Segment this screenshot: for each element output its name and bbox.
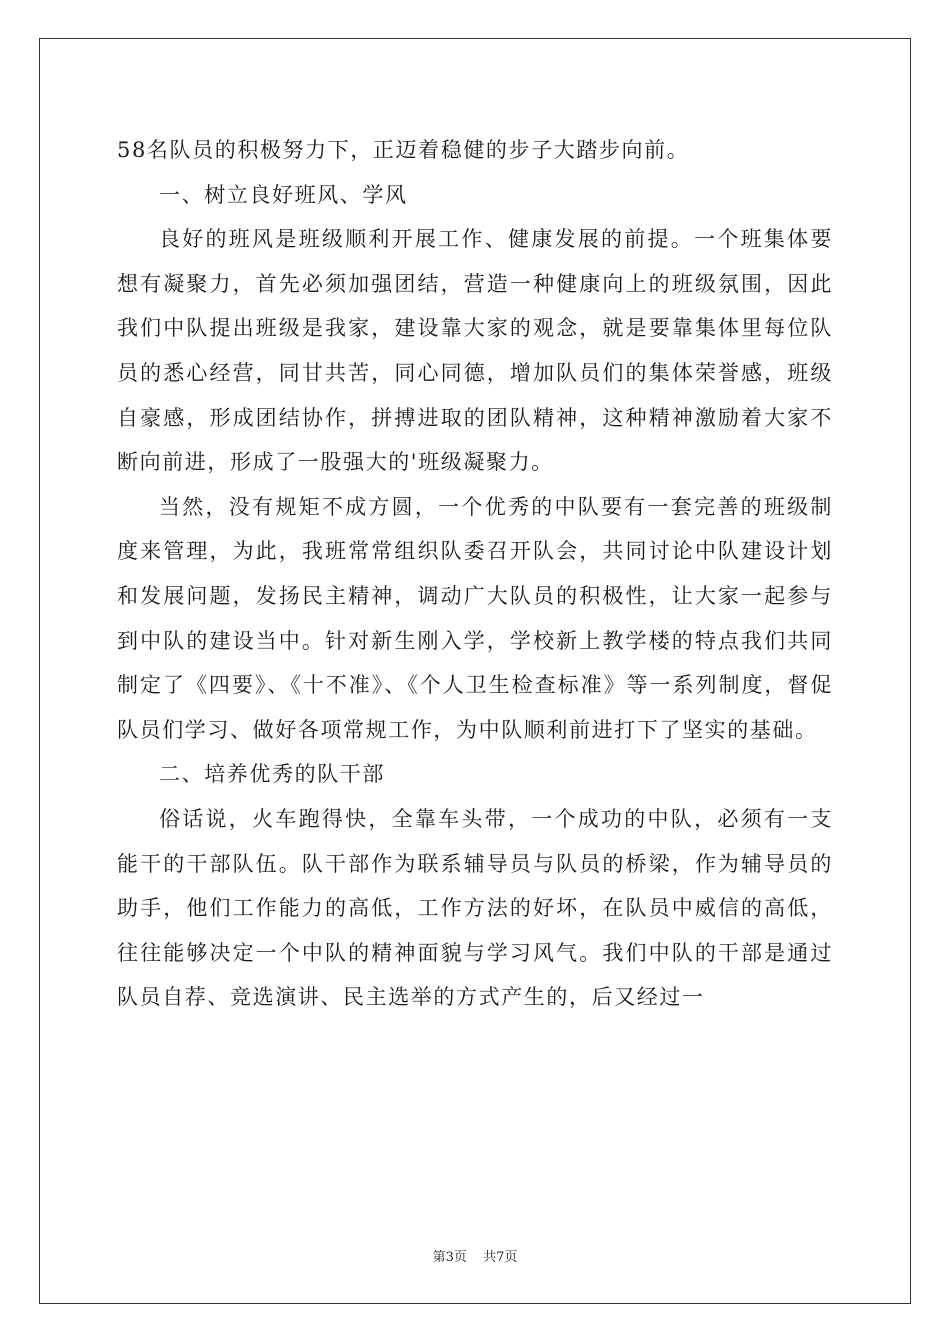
section-heading-1: 一、树立良好班风、学风 [159,182,408,207]
paragraph-4: 俗话说，火车跑得快，全靠车头带，一个成功的中队，必须有一支能干的干部队伍。队干部作为联系辅导员与队员的桥梁，作为辅导员的助手，他们工作能力的高低，工作方法的好坏，在队员中威信的高低，往往能够决定一个中队的精神面貌与学习风气。我们中队的干部是通过队员自荐、竞选演讲、民主选举的方式产生的，后又经过一 [117,806,833,1010]
document-body [117,128,833,1020]
page-number: 第3页 [432,1250,467,1265]
paragraph-2: 良好的班风是班级顺利开展工作、健康发展的前提。一个班集体要想有凝聚力，首先必须加强团结，营造一种健康向上的班级氛围，因此我们中队提出班级是我家，建设靠大家的观念，就是要靠集体里每位队员的悉心经营，同甘共苦，同心同德，增加队员们的集体荣誉感，班级自豪感，形成团结协作，拼搏进取的团队精神，这种精神激励着大家不断向前进，形成了一股强大的'班级凝聚力。 [117,227,833,475]
page-total: 共7页 [483,1250,518,1265]
page-footer [0,1246,950,1265]
paragraph-1: 58名队员的积极努力下，正迈着稳健的步子大踏步向前。 [117,138,690,162]
paragraph-3: 当然，没有规矩不成方圆，一个优秀的中队要有一套完善的班级制度来管理，为此，我班常常组织队委召开队会，共同讨论中队建设计划和发展问题，发扬民主精神，调动广大队员的积极性，让大家一起参与到中队的建设当中。针对新生刚入学，学校新上教学楼的特点我们共同制定了《四要》、《十不准》、《个人卫生检查标准》等一系列制度，督促队员们学习、做好各项常规工作，为中队顺利前进打下了坚实的基础。 [117,494,833,742]
section-heading-2: 二、培养优秀的队干部 [159,762,385,787]
